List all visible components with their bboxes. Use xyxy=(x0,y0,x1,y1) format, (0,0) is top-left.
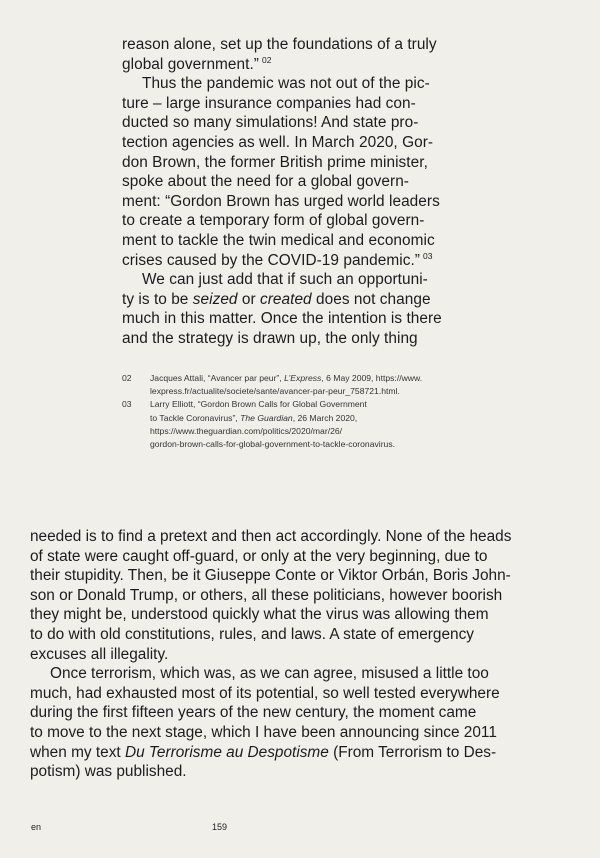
emphasis: L’Express xyxy=(284,373,322,383)
footnote-line xyxy=(150,372,482,385)
text-segment: crises caused by the COVID-19 pandemic.” xyxy=(122,251,420,269)
text-line: much, had exhausted most of its potential, so well tested everywhere xyxy=(30,684,500,702)
language-label: en xyxy=(31,822,42,832)
text-line: to do with old constitutions, rules, and laws. A state of emergency xyxy=(30,625,475,643)
text-line: spoke about the need for a global govern- xyxy=(122,173,409,191)
text-segment: to Tackle Coronavirus”, xyxy=(150,412,241,423)
text-segment: when my text xyxy=(30,743,125,761)
text-line: much in this matter. Once the intention is there xyxy=(122,310,442,328)
text-segment: global government.” xyxy=(122,55,259,73)
top-text-column xyxy=(122,35,482,349)
text-line: ducted so many simulations! And state pro- xyxy=(122,114,419,132)
text-line: potism) was published. xyxy=(30,763,187,781)
text-line: ment to tackle the twin medical and economic xyxy=(122,231,435,249)
bottom-text-column xyxy=(30,527,575,782)
text-segment: ty is to be xyxy=(122,290,193,308)
emphasis: seized xyxy=(192,290,238,308)
footnote-03 xyxy=(122,398,482,451)
text-segment: Jacques Attali, “Avancer par peur”, xyxy=(150,373,285,383)
footnote-line: gordon-brown-calls-for-global-government-to-tackle-coronavirus. xyxy=(150,439,396,450)
text-line: excuses all illegality. xyxy=(30,645,169,663)
footnote-number: 02 xyxy=(122,373,132,383)
text-line: of state were caught off-guard, or only at the very beginning, due to xyxy=(30,547,488,565)
text-line: Thus the pandemic was not out of the pic- xyxy=(142,75,430,93)
text-line: don Brown, the former British prime minister, xyxy=(122,153,428,171)
text-line xyxy=(30,743,575,763)
text-line: ture – large insurance companies had con- xyxy=(122,94,416,112)
text-line xyxy=(122,55,482,75)
text-line: We can just add that if such an opportuni- xyxy=(142,271,428,289)
text-line xyxy=(122,251,482,271)
text-line: to move to the next stage, which I have been announcing since 2011 xyxy=(30,723,497,741)
footnote-ref: 03 xyxy=(422,250,433,261)
text-line: son or Donald Trump, or others, all these politicians, however boorish xyxy=(30,586,503,604)
page-number: 159 xyxy=(212,822,228,832)
text-line: ment: “Gordon Brown has urged world leaders xyxy=(122,192,440,210)
footnote-line: lexpress.fr/actualite/societe/sante/avancer-par-peur_758721.html. xyxy=(150,386,400,397)
footnotes xyxy=(122,372,482,451)
emphasis: The Guardian xyxy=(240,412,293,423)
footnote-02 xyxy=(122,372,482,398)
text-line: their stupidity. Then, be it Giuseppe Conte or Viktor Orbán, Boris John- xyxy=(30,567,511,585)
text-segment: , 26 March 2020, xyxy=(292,412,358,423)
footnote-ref: 02 xyxy=(261,54,272,65)
text-line xyxy=(122,290,482,310)
text-segment: does not change xyxy=(311,290,431,308)
text-segment: , 6 May 2009, https://www. xyxy=(321,373,423,383)
text-line: needed is to find a pretext and then act accordingly. None of the heads xyxy=(30,528,512,545)
text-line: and the strategy is drawn up, the only thing xyxy=(122,329,418,347)
text-segment: or xyxy=(237,290,260,308)
text-line: during the first fifteen years of the new century, the moment came xyxy=(30,704,477,722)
text-line: reason alone, set up the foundations of a truly xyxy=(122,36,437,53)
emphasis: Du Terrorisme au Despotisme xyxy=(124,743,329,761)
footnote-number: 03 xyxy=(122,399,132,410)
emphasis: created xyxy=(259,290,312,308)
footnote-line: Larry Elliott, “Gordon Brown Calls for Global Government xyxy=(150,399,367,410)
text-line: tection agencies as well. In March 2020, Gor- xyxy=(122,133,434,151)
text-segment: (From Terrorism to Des- xyxy=(328,743,497,761)
footnote-line xyxy=(150,412,482,425)
text-line: they might be, understood quickly what the virus was allowing them xyxy=(30,606,489,624)
text-line: Once terrorism, which was, as we can agree, misused a little too xyxy=(50,665,489,683)
footnote-line: https://www.theguardian.com/politics/2020/mar/26/ xyxy=(150,425,343,436)
text-line: to create a temporary form of global govern- xyxy=(122,212,425,230)
